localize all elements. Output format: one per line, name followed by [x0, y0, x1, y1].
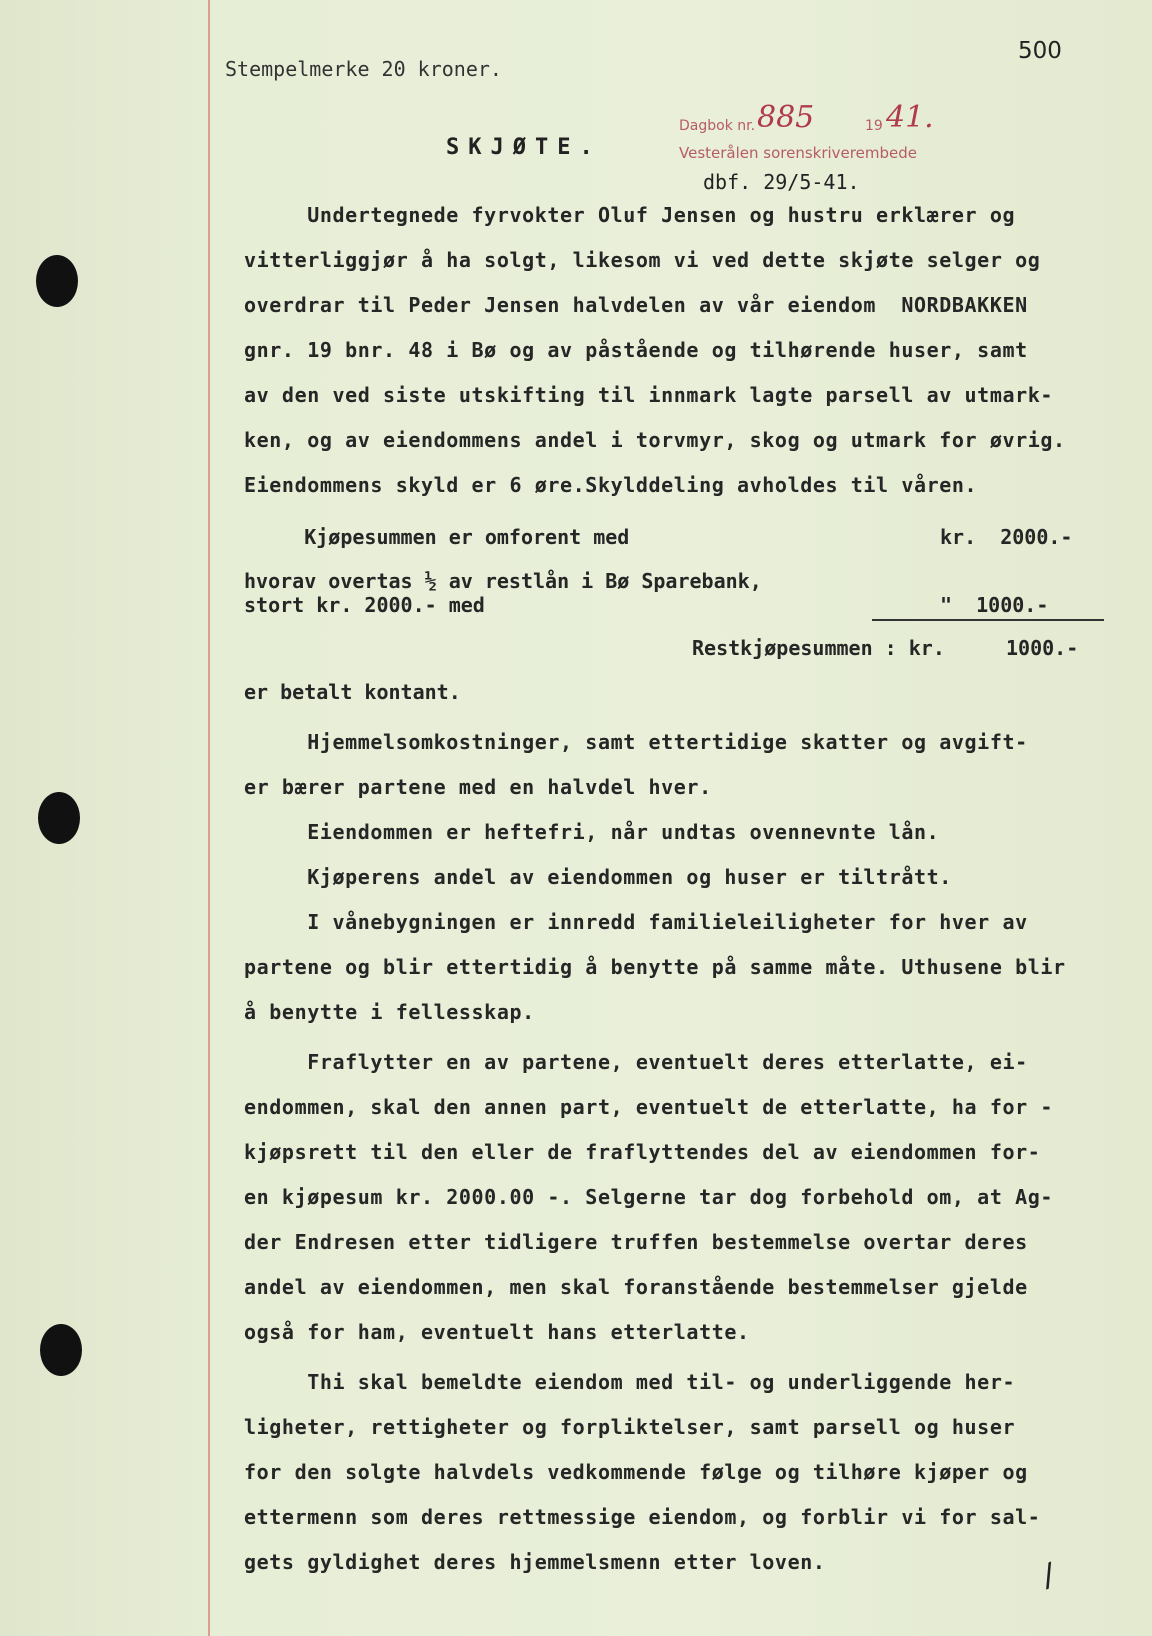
document-title: SKJØTE. — [446, 135, 602, 160]
body-line: overdrar til Peder Jensen halvdelen av vår eiendom NORDBAKKEN — [244, 293, 1028, 317]
punch-hole — [38, 792, 80, 844]
body-line: ken, og av eiendommens andel i torvmyr, skog og utmark for øvrig. — [244, 428, 1066, 452]
body-line: gets gyldighet deres hjemmelsmenn etter loven. — [244, 1550, 826, 1574]
loan-value: " 1000.- — [940, 593, 1049, 617]
loan-line: stort kr. 2000.- med — [244, 593, 485, 617]
body-line: I vånebygningen er innredd familieleiligheter for hver av — [244, 910, 1028, 934]
body-line: endommen, skal den annen part, eventuelt de etterlatte, ha for - — [244, 1095, 1054, 1119]
body-line: av den ved siste utskifting til innmark lagte parsell av utmark- — [244, 383, 1054, 407]
body-line: ettermenn som deres rettmessige eiendom, og forblir vi for sal- — [244, 1505, 1041, 1529]
body-line: Thi skal bemeldte eiendom med til- og underliggende her- — [244, 1370, 1016, 1394]
body-line: kjøpsrett til den eller de fraflyttendes del av eiendommen for- — [244, 1140, 1041, 1164]
rest-sum-value: 1000.- — [1006, 636, 1079, 660]
loan-line: hvorav overtas ½ av restlån i Bø Sparebank, — [244, 569, 762, 593]
registration-year: 41. — [886, 100, 934, 135]
margin-line — [208, 0, 210, 1636]
sum-rule — [872, 619, 1104, 621]
purchase-sum-value: kr. 2000.- — [940, 525, 1073, 549]
body-line: andel av eiendommen, men skal foranstående bestemmelser gjelde — [244, 1275, 1028, 1299]
body-line: partene og blir ettertidig å benytte på samme måte. Uthusene blir — [244, 955, 1066, 979]
check-mark-icon: / — [1034, 1555, 1064, 1596]
body-line: ligheter, rettigheter og forpliktelser, samt parsell og huser — [244, 1415, 1016, 1439]
registration-number: 885 — [757, 100, 815, 135]
punch-hole — [36, 255, 78, 307]
body-line: Eiendommen er heftefri, når undtas ovennevnte lån. — [244, 820, 940, 844]
body-line: er bærer partene med en halvdel hver. — [244, 775, 712, 799]
body-line: Hjemmelsomkostninger, samt ettertidige skatter og avgift- — [244, 730, 1028, 754]
registration-office: Vesterålen sorenskriverembede — [679, 144, 917, 162]
body-line: for den solgte halvdels vedkommende følge og tilhøre kjøper og — [244, 1460, 1028, 1484]
rest-sum-label: Restkjøpesummen : kr. — [692, 636, 945, 660]
body-line: å benytte i fellesskap. — [244, 1000, 535, 1024]
body-line: Undertegnede fyrvokter Oluf Jensen og hustru erklærer og — [244, 203, 1016, 227]
body-line: vitterliggjør å ha solgt, likesom vi ved dette skjøte selger og — [244, 248, 1041, 272]
paid-line: er betalt kontant. — [244, 680, 461, 704]
body-line: der Endresen etter tidligere truffen bestemmelse overtar deres — [244, 1230, 1028, 1254]
body-line: Kjøperens andel av eiendommen og huser er tiltrått. — [244, 865, 952, 889]
body-line: Fraflytter en av partene, eventuelt deres etterlatte, ei- — [244, 1050, 1028, 1074]
page-number: 500 — [1018, 38, 1062, 64]
body-line: også for ham, eventuelt hans etterlatte. — [244, 1320, 750, 1344]
punch-hole — [40, 1324, 82, 1376]
body-line: gnr. 19 bnr. 48 i Bø og av påstående og tilhørende huser, samt — [244, 338, 1028, 362]
registration-year-prefix: 19 — [865, 118, 883, 134]
dbf-date: dbf. 29/5-41. — [703, 170, 860, 194]
registration-label: Dagbok nr. — [679, 118, 756, 134]
body-line: Eiendommens skyld er 6 øre.Skylddeling avholdes til våren. — [244, 473, 978, 497]
stamp-fee-note: Stempelmerke 20 kroner. — [225, 57, 502, 81]
body-line: en kjøpesum kr. 2000.00 -. Selgerne tar dog forbehold om, at Ag- — [244, 1185, 1054, 1209]
purchase-sum-label: Kjøpesummen er omforent med — [244, 525, 630, 549]
